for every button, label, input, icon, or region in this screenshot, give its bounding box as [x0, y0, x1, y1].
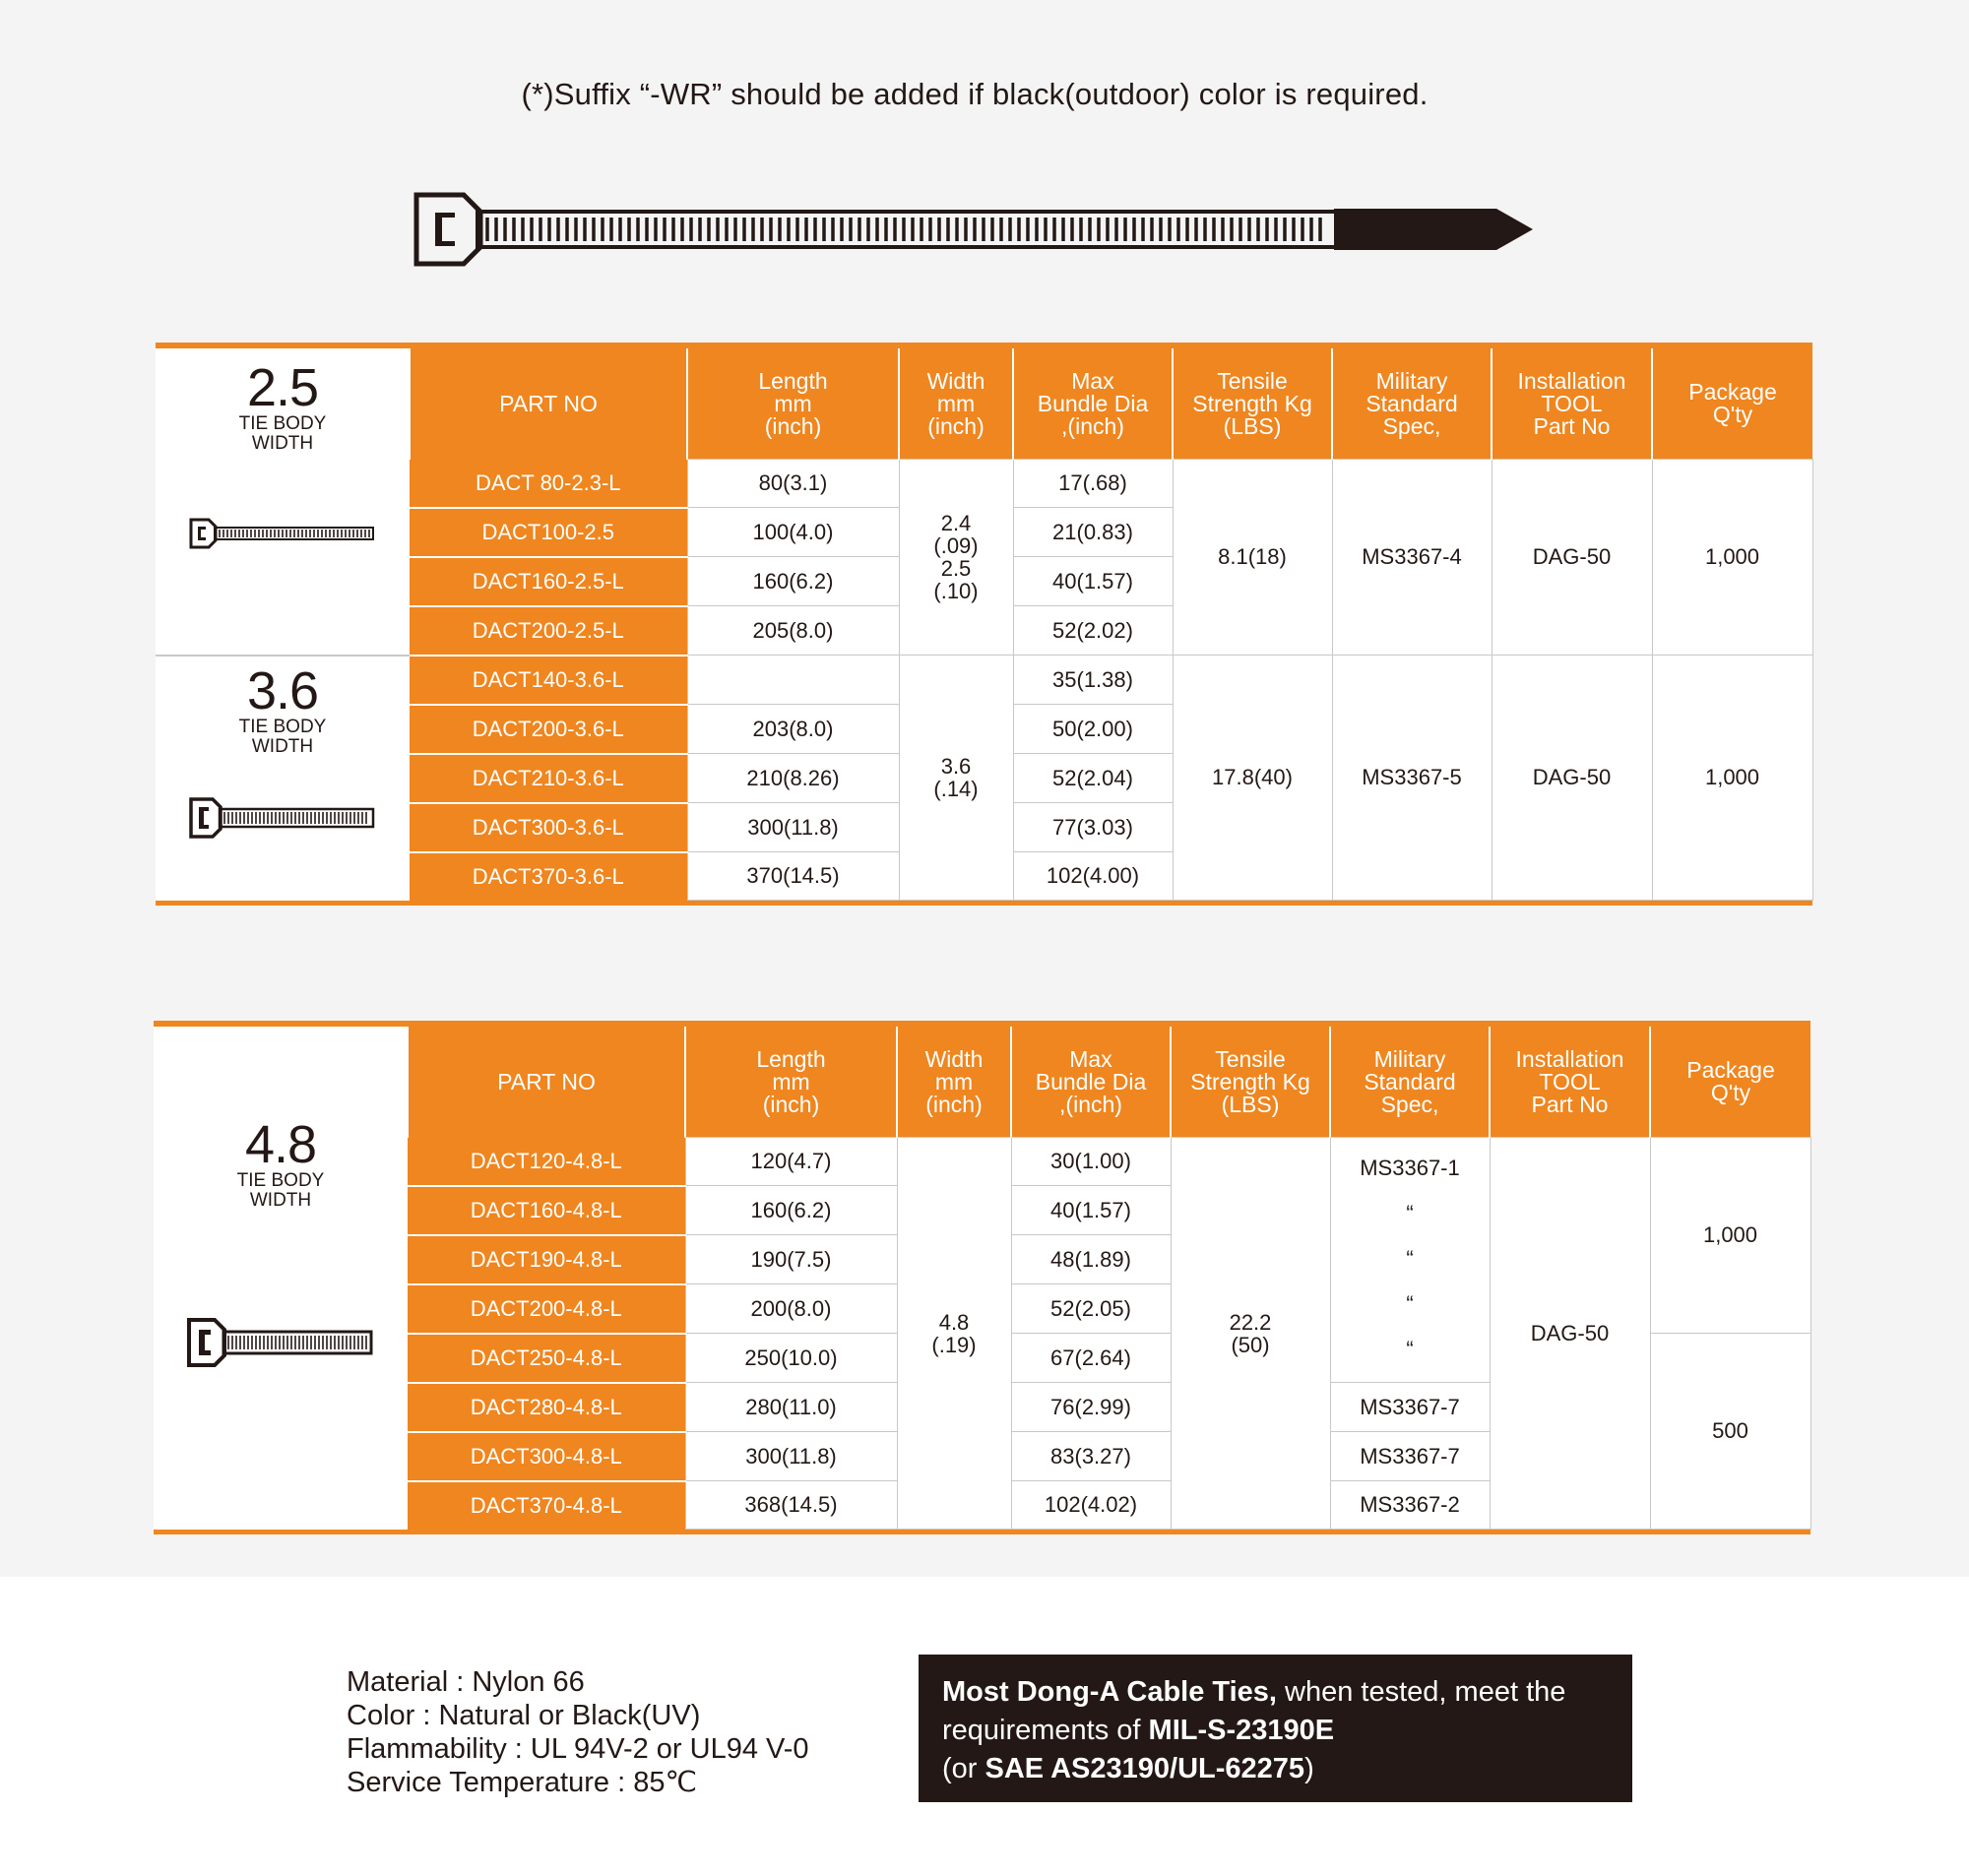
military-cell: MS3367-4 — [1332, 460, 1492, 656]
table-bottom-rule — [156, 901, 1812, 907]
package-cell: 500 — [1650, 1334, 1810, 1530]
header-max-bundle: Max Bundle Dia ,(inch) — [1011, 1024, 1171, 1138]
spec-temperature: Service Temperature : 85℃ — [347, 1767, 698, 1798]
material-specs — [347, 1665, 809, 1799]
cable-tie-small-icon — [189, 796, 376, 840]
length-cell: 200(8.0) — [685, 1284, 897, 1334]
cable-tie-illustration — [413, 185, 1536, 274]
length-cell: 368(14.5) — [685, 1481, 897, 1530]
header-length: Length mm (inch) — [685, 1024, 897, 1138]
compliance-box — [919, 1655, 1632, 1802]
military-cell: MS3367-1 “ “ “ “ — [1330, 1138, 1490, 1383]
length-cell: 300(11.8) — [685, 1432, 897, 1481]
tie-body-label: TIE BODY — [238, 412, 327, 434]
bundle-cell: 102(4.02) — [1011, 1481, 1171, 1530]
spec-color: Color : Natural or Black(UV) — [347, 1700, 701, 1731]
length-cell — [687, 656, 899, 705]
tool-cell: DAG-50 — [1492, 656, 1652, 901]
width-label: WIDTH — [251, 432, 314, 454]
part-no-cell: DACT160-4.8-L — [408, 1186, 685, 1235]
length-cell: 205(8.0) — [687, 606, 899, 656]
size-4.8-cell — [154, 1114, 408, 1530]
suffix-note: (*)Suffix “-WR” should be added if black(outdoor) color is required. — [521, 77, 1429, 111]
bundle-cell: 77(3.03) — [1013, 803, 1173, 852]
military-cell: MS3367-2 — [1330, 1481, 1490, 1530]
size-3.6: 3.6 — [246, 660, 319, 720]
bundle-cell: 102(4.00) — [1013, 852, 1173, 901]
length-cell: 250(10.0) — [685, 1334, 897, 1383]
bundle-cell: 83(3.27) — [1011, 1432, 1171, 1481]
tie-body-label: TIE BODY — [238, 716, 327, 737]
size-2.5-cell — [156, 357, 410, 656]
header-military: Military Standard Spec, — [1332, 345, 1492, 460]
part-no-cell: DACT200-3.6-L — [410, 705, 687, 754]
bundle-cell: 52(2.04) — [1013, 754, 1173, 803]
brand-text: Most Dong-A Cable Ties, — [942, 1676, 1277, 1708]
header-tensile: Tensile Strength Kg (LBS) — [1171, 1024, 1330, 1138]
package-cell: 1,000 — [1652, 656, 1812, 901]
part-no-cell: DACT370-4.8-L — [408, 1481, 685, 1530]
header-package: Package Q'ty — [1652, 345, 1812, 460]
military-cell: MS3367-7 — [1330, 1383, 1490, 1432]
size-3.6-cell — [156, 656, 410, 901]
standard-mil: MIL-S-23190E — [1148, 1715, 1335, 1746]
bundle-cell: 35(1.38) — [1013, 656, 1173, 705]
width-cell: 2.4 (.09) 2.5 (.10) — [899, 460, 1013, 656]
part-no-cell: DACT140-3.6-L — [410, 656, 687, 705]
width-cell: 3.6 (.14) — [899, 656, 1013, 901]
header-part-no: PART NO — [408, 1024, 685, 1138]
length-cell: 160(6.2) — [687, 557, 899, 606]
size-4.8: 4.8 — [244, 1114, 317, 1174]
part-no-cell: DACT200-2.5-L — [410, 606, 687, 656]
standard-sae: SAE AS23190/UL-62275 — [984, 1753, 1305, 1784]
header-package: Package Q'ty — [1650, 1024, 1810, 1138]
bundle-cell: 50(2.00) — [1013, 705, 1173, 754]
part-no-cell: DACT300-4.8-L — [408, 1432, 685, 1481]
part-no-cell: DACT190-4.8-L — [408, 1235, 685, 1284]
bundle-cell: 76(2.99) — [1011, 1383, 1171, 1432]
part-no-cell: DACT 80-2.3-L — [410, 460, 687, 508]
bundle-cell: 21(0.83) — [1013, 508, 1173, 557]
spec-flammability: Flammability : UL 94V-2 or UL94 V-0 — [347, 1733, 809, 1765]
bundle-cell: 52(2.05) — [1011, 1284, 1171, 1334]
compliance-text-3: ) — [1304, 1753, 1314, 1784]
part-no-cell: DACT250-4.8-L — [408, 1334, 685, 1383]
length-cell: 210(8.26) — [687, 754, 899, 803]
bundle-cell: 17(.68) — [1013, 460, 1173, 508]
part-no-cell: DACT160-2.5-L — [410, 557, 687, 606]
length-cell: 120(4.7) — [685, 1138, 897, 1186]
spec-table-4.8 — [154, 1021, 1811, 1534]
tie-body-label: TIE BODY — [236, 1169, 325, 1191]
length-cell: 190(7.5) — [685, 1235, 897, 1284]
spec-table-2.5-3.6 — [156, 343, 1813, 906]
header-tensile: Tensile Strength Kg (LBS) — [1173, 345, 1332, 460]
package-cell: 1,000 — [1650, 1138, 1810, 1334]
part-no-cell: DACT200-4.8-L — [408, 1284, 685, 1334]
tool-cell: DAG-50 — [1492, 460, 1652, 656]
bundle-cell: 67(2.64) — [1011, 1334, 1171, 1383]
bundle-cell: 30(1.00) — [1011, 1138, 1171, 1186]
compliance-text-2: (or — [942, 1753, 985, 1784]
tensile-cell: 22.2 (50) — [1171, 1138, 1330, 1530]
part-no-cell: DACT280-4.8-L — [408, 1383, 685, 1432]
length-cell: 300(11.8) — [687, 803, 899, 852]
bundle-cell: 40(1.57) — [1013, 557, 1173, 606]
length-cell: 80(3.1) — [687, 460, 899, 508]
compliance-text: when tested, meet the requirements of — [942, 1676, 1566, 1746]
header-installation: Installation TOOL Part No — [1492, 345, 1652, 460]
length-cell: 203(8.0) — [687, 705, 899, 754]
header-width: Width mm (inch) — [899, 345, 1013, 460]
length-cell: 100(4.0) — [687, 508, 899, 557]
table-bottom-rule — [154, 1530, 1810, 1535]
package-cell: 1,000 — [1652, 460, 1812, 656]
width-label: WIDTH — [249, 1189, 312, 1211]
cable-tie-small-icon — [189, 517, 376, 550]
spec-material: Material : Nylon 66 — [347, 1666, 585, 1698]
bundle-cell: 48(1.89) — [1011, 1235, 1171, 1284]
tensile-cell: 8.1(18) — [1173, 460, 1332, 656]
header-width: Width mm (inch) — [897, 1024, 1011, 1138]
length-cell: 160(6.2) — [685, 1186, 897, 1235]
part-no-cell: DACT370-3.6-L — [410, 852, 687, 901]
tool-cell: DAG-50 — [1490, 1138, 1650, 1530]
cable-tie-small-icon — [187, 1317, 374, 1368]
header-military: Military Standard Spec, — [1330, 1024, 1490, 1138]
header-part-no: PART NO — [410, 345, 687, 460]
bundle-cell: 52(2.02) — [1013, 606, 1173, 656]
bundle-cell: 40(1.57) — [1011, 1186, 1171, 1235]
length-cell: 370(14.5) — [687, 852, 899, 901]
header-max-bundle: Max Bundle Dia ,(inch) — [1013, 345, 1173, 460]
length-cell: 280(11.0) — [685, 1383, 897, 1432]
military-cell: MS3367-7 — [1330, 1432, 1490, 1481]
width-cell: 4.8 (.19) — [897, 1138, 1011, 1530]
military-cell: MS3367-5 — [1332, 656, 1492, 901]
part-no-cell: DACT120-4.8-L — [408, 1138, 685, 1186]
part-no-cell: DACT300-3.6-L — [410, 803, 687, 852]
part-no-cell: DACT210-3.6-L — [410, 754, 687, 803]
width-label: WIDTH — [251, 735, 314, 757]
header-length: Length mm (inch) — [687, 345, 899, 460]
part-no-cell: DACT100-2.5 — [410, 508, 687, 557]
tensile-cell: 17.8(40) — [1173, 656, 1332, 901]
header-installation: Installation TOOL Part No — [1490, 1024, 1650, 1138]
size-2.5: 2.5 — [246, 357, 319, 417]
